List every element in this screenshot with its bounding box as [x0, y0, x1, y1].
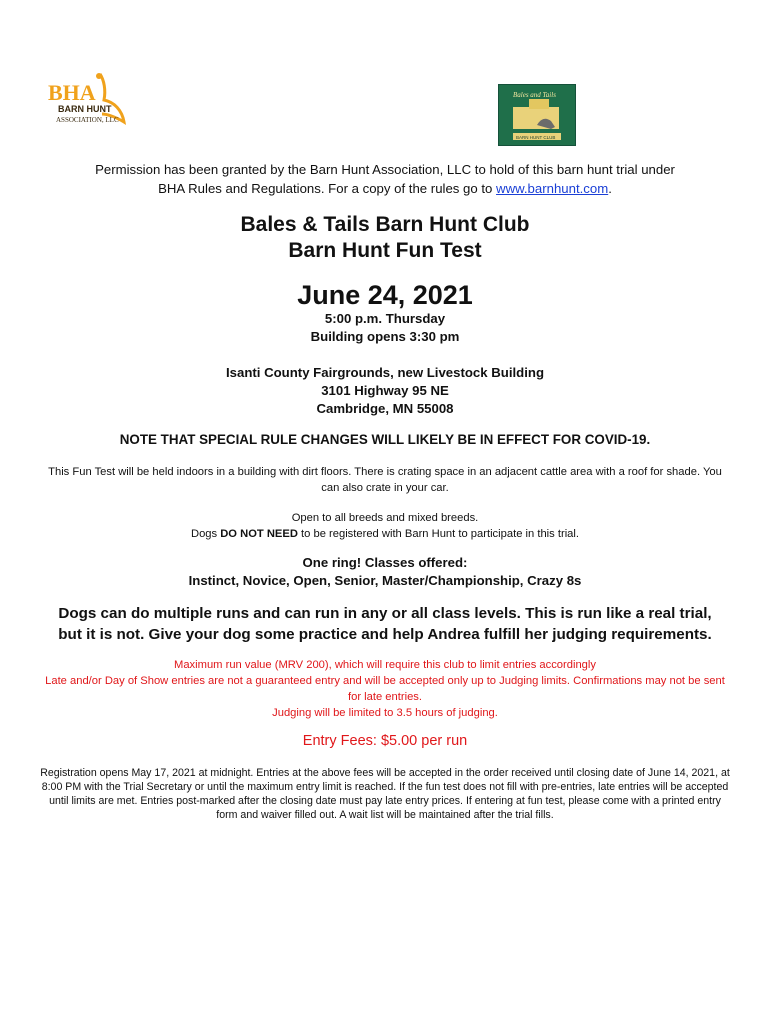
venue-name: Isanti County Fairgrounds, new Livestock Building — [226, 365, 544, 380]
ring-line-1: One ring! Classes offered: — [302, 555, 468, 570]
runs-line-1: Dogs can do multiple runs and can run in any or all class levels. This is run like a real trial, — [58, 605, 712, 622]
bales-tails-logo — [498, 84, 576, 146]
venue-street: 3101 Highway 95 NE — [321, 383, 449, 398]
runs-line-2: but it is not. Give your dog some practice and help Andrea fulfill her judging requirements. — [58, 626, 712, 643]
indoor-info: This Fun Test will be held indoors in a building with dirt floors. There is crating space in an adjacent cattle area with a roof for shade. You can also crate in your car. — [48, 466, 722, 494]
late-entries-text: Late and/or Day of Show entries are not a guaranteed entry and will be accepted only up to Judging limits. Confirmations may not be sent for late entries. — [45, 675, 725, 703]
event-date: June 24, 2021 — [297, 280, 473, 310]
bales-sub: BARN HUNT CLUB — [516, 135, 556, 140]
event-time: 5:00 p.m. Thursday — [324, 311, 446, 326]
bales-text: Bales and Tails — [513, 91, 556, 99]
bha-letters: BHA — [48, 80, 96, 105]
bha-name: BARN HUNT — [58, 104, 112, 114]
eligibility — [0, 510, 770, 542]
registration-requirement — [0, 526, 770, 542]
registration-info: Registration opens May 17, 2021 at midnight. Entries at the above fees will be accepted in the order received until closing date of June 14, 2021, at 8:00 PM with the Trial Secretary or until the maximum entry limit is reached. If the fun test does not fill with pre-entries, late entries will be accepted until limits are met. Entries post-marked after the closing date must pay late entry prices. If entering at fun test, please come with a printed entry form and waiver filled out. A wait list will be maintained after the trial fills. — [40, 767, 730, 821]
ring-line-2: Instinct, Novice, Open, Senior, Master/Championship, Crazy 8s — [188, 573, 582, 588]
dogs-bold: DO NOT NEED — [220, 528, 298, 540]
permission-line-2-post: . — [608, 181, 612, 196]
bales-logo-graphic — [499, 85, 575, 145]
dogs-pre: Dogs — [190, 528, 221, 540]
judging-limit-text: Judging will be limited to 3.5 hours of judging. — [272, 707, 498, 719]
bha-logo — [44, 70, 130, 132]
limits-info — [40, 657, 730, 721]
runs-info — [0, 603, 770, 645]
covid-note: NOTE THAT SPECIAL RULE CHANGES WILL LIKELY BE IN EFFECT FOR COVID-19. — [119, 432, 651, 447]
event-times — [0, 310, 770, 346]
dogs-post: to be registered with Barn Hunt to participate in this trial. — [297, 528, 579, 540]
bha-logo-graphic — [44, 70, 130, 132]
open-to: Open to all breeds and mixed breeds. — [291, 512, 479, 524]
bha-sub: ASSOCIATION, LLC — [56, 116, 119, 124]
mrv-text: Maximum run value (MRV 200), which will require this club to limit entries accordingly — [174, 659, 596, 671]
event-title — [0, 212, 770, 264]
permission-line-1: Permission has been granted by the Barn Hunt Association, LLC to hold of this barn hunt trial under — [95, 162, 675, 177]
classes-offered — [0, 554, 770, 590]
event-venue — [0, 364, 770, 418]
event-name: Barn Hunt Fun Test — [288, 239, 482, 262]
club-name: Bales & Tails Barn Hunt Club — [240, 213, 530, 236]
venue-city: Cambridge, MN 55008 — [316, 401, 454, 416]
permission-line-2 — [0, 179, 770, 198]
barnhunt-link[interactable]: www.barnhunt.com — [496, 181, 609, 196]
building-opens: Building opens 3:30 pm — [310, 329, 460, 344]
entry-fees: Entry Fees: $5.00 per run — [302, 733, 468, 749]
permission-line-2-pre: BHA Rules and Regulations. For a copy of the rules go to — [158, 181, 497, 196]
permission-text — [0, 160, 770, 198]
